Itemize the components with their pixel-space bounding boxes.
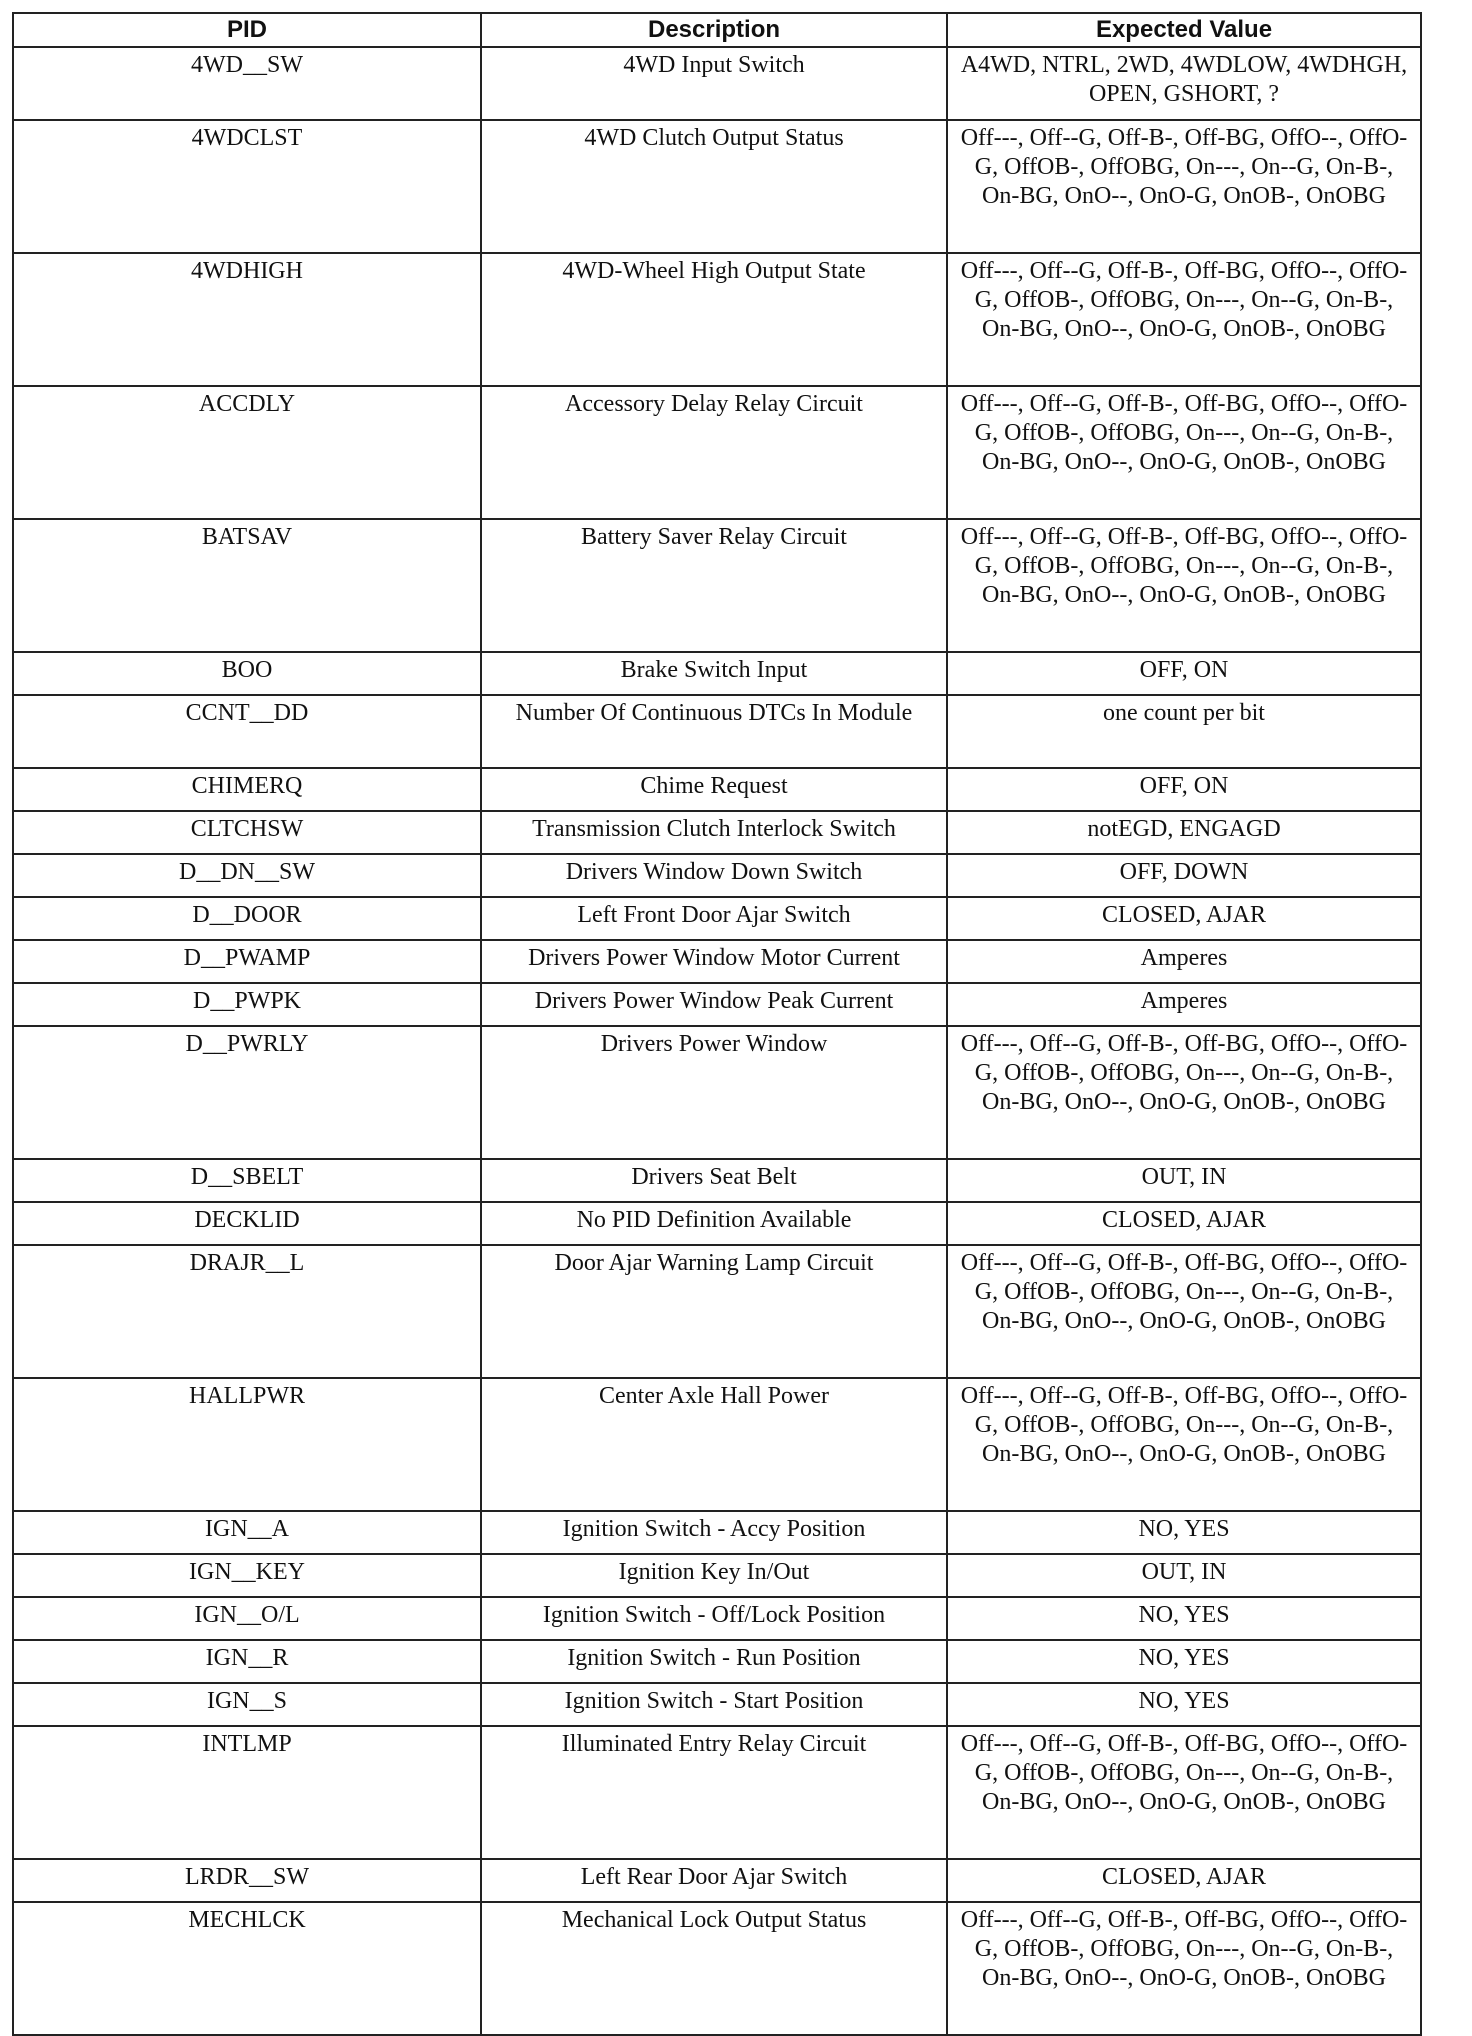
cell-pid: INTLMP xyxy=(13,1726,481,1859)
cell-description: Drivers Power Window Peak Current xyxy=(481,983,947,1026)
cell-pid: IGN__S xyxy=(13,1683,481,1726)
cell-pid: HALLPWR xyxy=(13,1378,481,1511)
table-row xyxy=(13,1378,1421,1511)
cell-expected-value: Amperes xyxy=(947,940,1421,983)
cell-expected-value: OFF, ON xyxy=(947,652,1421,695)
cell-description: Ignition Switch - Start Position xyxy=(481,1683,947,1726)
cell-pid: D__SBELT xyxy=(13,1159,481,1202)
cell-expected-value: NO, YES xyxy=(947,1683,1421,1726)
cell-expected-value: CLOSED, AJAR xyxy=(947,897,1421,940)
table-row xyxy=(13,652,1421,695)
cell-expected-value: A4WD, NTRL, 2WD, 4WDLOW, 4WDHGH, OPEN, GSHORT, ? xyxy=(947,47,1421,120)
cell-expected-value: OUT, IN xyxy=(947,1159,1421,1202)
cell-pid: DRAJR__L xyxy=(13,1245,481,1378)
cell-description: Transmission Clutch Interlock Switch xyxy=(481,811,947,854)
cell-expected-value: NO, YES xyxy=(947,1597,1421,1640)
cell-expected-value: Off---, Off--G, Off-B-, Off-BG, OffO--, OffO-G, OffOB-, OffOBG, On---, On--G, On-B-, On-BG, OnO--, OnO-G, OnOB-, OnOBG xyxy=(947,1026,1421,1159)
cell-description: Ignition Switch - Accy Position xyxy=(481,1511,947,1554)
cell-expected-value: Off---, Off--G, Off-B-, Off-BG, OffO--, OffO-G, OffOB-, OffOBG, On---, On--G, On-B-, On-BG, OnO--, OnO-G, OnOB-, OnOBG xyxy=(947,120,1421,253)
cell-expected-value: OUT, IN xyxy=(947,1554,1421,1597)
cell-pid: D__PWPK xyxy=(13,983,481,1026)
table-row xyxy=(13,695,1421,768)
table-row xyxy=(13,1597,1421,1640)
cell-pid: CHIMERQ xyxy=(13,768,481,811)
cell-pid: 4WDHIGH xyxy=(13,253,481,386)
cell-expected-value: OFF, ON xyxy=(947,768,1421,811)
cell-description: Left Front Door Ajar Switch xyxy=(481,897,947,940)
cell-expected-value: Off---, Off--G, Off-B-, Off-BG, OffO--, OffO-G, OffOB-, OffOBG, On---, On--G, On-B-, On-BG, OnO--, OnO-G, OnOB-, OnOBG xyxy=(947,1378,1421,1511)
cell-pid: 4WDCLST xyxy=(13,120,481,253)
cell-description: Accessory Delay Relay Circuit xyxy=(481,386,947,519)
cell-pid: CCNT__DD xyxy=(13,695,481,768)
pid-table xyxy=(12,12,1422,2036)
cell-pid: IGN__O/L xyxy=(13,1597,481,1640)
cell-description: Illuminated Entry Relay Circuit xyxy=(481,1726,947,1859)
table-row xyxy=(13,1511,1421,1554)
table-row xyxy=(13,1683,1421,1726)
cell-pid: D__PWAMP xyxy=(13,940,481,983)
cell-description: Drivers Power Window Motor Current xyxy=(481,940,947,983)
cell-description: Center Axle Hall Power xyxy=(481,1378,947,1511)
cell-expected-value: CLOSED, AJAR xyxy=(947,1859,1421,1902)
cell-description: Left Rear Door Ajar Switch xyxy=(481,1859,947,1902)
cell-expected-value: Off---, Off--G, Off-B-, Off-BG, OffO--, OffO-G, OffOB-, OffOBG, On---, On--G, On-B-, On-BG, OnO--, OnO-G, OnOB-, OnOBG xyxy=(947,519,1421,652)
cell-pid: DECKLID xyxy=(13,1202,481,1245)
table-row xyxy=(13,1902,1421,2035)
cell-expected-value: Off---, Off--G, Off-B-, Off-BG, OffO--, OffO-G, OffOB-, OffOBG, On---, On--G, On-B-, On-BG, OnO--, OnO-G, OnOB-, OnOBG xyxy=(947,1726,1421,1859)
cell-pid: BOO xyxy=(13,652,481,695)
cell-description: Drivers Power Window xyxy=(481,1026,947,1159)
table-row xyxy=(13,1554,1421,1597)
table-row xyxy=(13,768,1421,811)
cell-expected-value: Amperes xyxy=(947,983,1421,1026)
cell-description: Drivers Window Down Switch xyxy=(481,854,947,897)
table-row xyxy=(13,940,1421,983)
cell-expected-value: OFF, DOWN xyxy=(947,854,1421,897)
table-row xyxy=(13,1202,1421,1245)
cell-pid: LRDR__SW xyxy=(13,1859,481,1902)
cell-description: Number Of Continuous DTCs In Module xyxy=(481,695,947,768)
cell-pid: D__PWRLY xyxy=(13,1026,481,1159)
table-row xyxy=(13,1026,1421,1159)
table-row xyxy=(13,1640,1421,1683)
cell-description: Ignition Switch - Run Position xyxy=(481,1640,947,1683)
cell-expected-value: Off---, Off--G, Off-B-, Off-BG, OffO--, OffO-G, OffOB-, OffOBG, On---, On--G, On-B-, On-BG, OnO--, OnO-G, OnOB-, OnOBG xyxy=(947,253,1421,386)
header-pid: PID xyxy=(13,13,481,47)
cell-pid: D__DOOR xyxy=(13,897,481,940)
cell-description: 4WD Input Switch xyxy=(481,47,947,120)
table-row xyxy=(13,1159,1421,1202)
header-description: Description xyxy=(481,13,947,47)
cell-expected-value: Off---, Off--G, Off-B-, Off-BG, OffO--, OffO-G, OffOB-, OffOBG, On---, On--G, On-B-, On-BG, OnO--, OnO-G, OnOB-, OnOBG xyxy=(947,1245,1421,1378)
cell-pid: 4WD__SW xyxy=(13,47,481,120)
cell-description: Door Ajar Warning Lamp Circuit xyxy=(481,1245,947,1378)
cell-description: Mechanical Lock Output Status xyxy=(481,1902,947,2035)
cell-expected-value: one count per bit xyxy=(947,695,1421,768)
table-row xyxy=(13,1245,1421,1378)
table-row xyxy=(13,897,1421,940)
cell-pid: MECHLCK xyxy=(13,1902,481,2035)
table-row xyxy=(13,1726,1421,1859)
cell-expected-value: NO, YES xyxy=(947,1640,1421,1683)
cell-description: Chime Request xyxy=(481,768,947,811)
table-row xyxy=(13,386,1421,519)
cell-description: 4WD Clutch Output Status xyxy=(481,120,947,253)
table-row xyxy=(13,854,1421,897)
header-expected-value: Expected Value xyxy=(947,13,1421,47)
cell-expected-value: CLOSED, AJAR xyxy=(947,1202,1421,1245)
cell-pid: IGN__A xyxy=(13,1511,481,1554)
cell-pid: D__DN__SW xyxy=(13,854,481,897)
cell-pid: ACCDLY xyxy=(13,386,481,519)
cell-description: Ignition Switch - Off/Lock Position xyxy=(481,1597,947,1640)
table-row xyxy=(13,253,1421,386)
table-row xyxy=(13,811,1421,854)
cell-pid: CLTCHSW xyxy=(13,811,481,854)
cell-pid: IGN__R xyxy=(13,1640,481,1683)
table-row xyxy=(13,120,1421,253)
cell-expected-value: NO, YES xyxy=(947,1511,1421,1554)
table-row xyxy=(13,47,1421,120)
table-body xyxy=(13,47,1421,2035)
cell-description: Ignition Key In/Out xyxy=(481,1554,947,1597)
cell-expected-value: Off---, Off--G, Off-B-, Off-BG, OffO--, OffO-G, OffOB-, OffOBG, On---, On--G, On-B-, On-BG, OnO--, OnO-G, OnOB-, OnOBG xyxy=(947,386,1421,519)
cell-description: 4WD-Wheel High Output State xyxy=(481,253,947,386)
cell-expected-value: Off---, Off--G, Off-B-, Off-BG, OffO--, OffO-G, OffOB-, OffOBG, On---, On--G, On-B-, On-BG, OnO--, OnO-G, OnOB-, OnOBG xyxy=(947,1902,1421,2035)
document-page xyxy=(12,12,1420,2036)
cell-description: Battery Saver Relay Circuit xyxy=(481,519,947,652)
table-header-row xyxy=(13,13,1421,47)
table-row xyxy=(13,1859,1421,1902)
cell-description: No PID Definition Available xyxy=(481,1202,947,1245)
cell-pid: IGN__KEY xyxy=(13,1554,481,1597)
cell-description: Brake Switch Input xyxy=(481,652,947,695)
cell-expected-value: notEGD, ENGAGD xyxy=(947,811,1421,854)
table-row xyxy=(13,983,1421,1026)
table-row xyxy=(13,519,1421,652)
cell-description: Drivers Seat Belt xyxy=(481,1159,947,1202)
cell-pid: BATSAV xyxy=(13,519,481,652)
